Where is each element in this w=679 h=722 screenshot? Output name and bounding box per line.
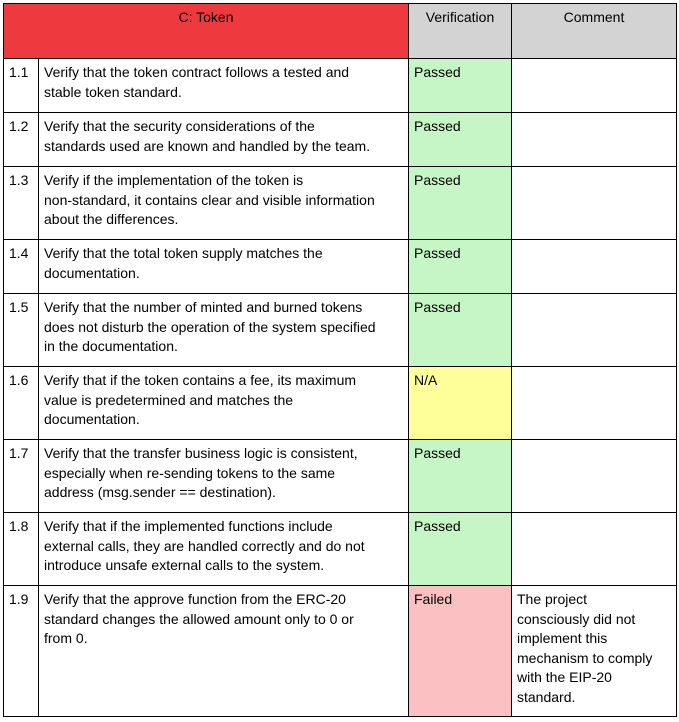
item-description	[39, 513, 409, 586]
description-line: Verify that the transfer business logic is consistent,	[44, 445, 358, 461]
description-line: from 0.	[44, 630, 88, 646]
token-checklist-table	[3, 3, 677, 717]
item-comment	[512, 113, 677, 167]
comment-line: with the EIP-20	[517, 669, 612, 685]
verification-status: N/A	[409, 367, 512, 440]
table-row	[4, 240, 677, 294]
item-number: 1.4	[4, 240, 39, 294]
item-comment	[512, 586, 677, 717]
checklist-body	[4, 59, 677, 717]
item-number: 1.5	[4, 294, 39, 367]
description-line: Verify that the approve function from the ERC-20	[44, 591, 346, 607]
item-description	[39, 59, 409, 113]
description-line: documentation.	[44, 264, 140, 281]
verification-header: Verification	[409, 4, 512, 59]
description-line: Verify that the number of minted and burned tokens	[44, 299, 363, 315]
item-description	[39, 586, 409, 717]
description-line: standard changes the allowed amount only to 0 or	[44, 610, 354, 627]
verification-status: Passed	[409, 294, 512, 367]
comment-line: implement this	[517, 630, 608, 646]
verification-status: Passed	[409, 513, 512, 586]
table-row	[4, 367, 677, 440]
description-line: about the differences.	[44, 211, 179, 227]
description-line: standards used are known and handled by the team.	[44, 137, 371, 154]
verification-status: Passed	[409, 240, 512, 294]
description-line: Verify that the total token supply matches the	[44, 245, 323, 261]
comment-header: Comment	[512, 4, 677, 59]
item-number: 1.1	[4, 59, 39, 113]
table-row	[4, 167, 677, 240]
verification-status: Passed	[409, 440, 512, 513]
item-comment	[512, 513, 677, 586]
description-line: external calls, they are handled correctly and do not	[44, 537, 365, 554]
table-row	[4, 586, 677, 717]
item-comment	[512, 240, 677, 294]
description-line: value is predetermined and matches the	[44, 391, 294, 408]
item-comment	[512, 440, 677, 513]
comment-line: mechanism to comply	[517, 649, 653, 666]
item-description	[39, 167, 409, 240]
description-line: introduce unsafe external calls to the system.	[44, 557, 325, 573]
description-line: Verify if the implementation of the token is	[44, 172, 304, 188]
description-line: non-standard, it contains clear and visible information	[44, 191, 375, 208]
verification-status: Failed	[409, 586, 512, 717]
table-row	[4, 513, 677, 586]
item-description	[39, 240, 409, 294]
item-number: 1.7	[4, 440, 39, 513]
description-line: stable token standard.	[44, 83, 182, 100]
item-number: 1.3	[4, 167, 39, 240]
item-comment	[512, 59, 677, 113]
table-row	[4, 113, 677, 167]
verification-status: Passed	[409, 167, 512, 240]
section-title: C: Token	[4, 4, 409, 59]
item-description	[39, 440, 409, 513]
item-description	[39, 294, 409, 367]
item-comment	[512, 367, 677, 440]
description-line: documentation.	[44, 411, 140, 427]
item-number: 1.2	[4, 113, 39, 167]
item-comment	[512, 167, 677, 240]
item-description	[39, 367, 409, 440]
comment-line: The project	[517, 591, 588, 607]
table-row	[4, 59, 677, 113]
header-row	[4, 4, 677, 59]
comment-line: consciously did not	[517, 610, 636, 627]
table-row	[4, 294, 677, 367]
verification-status: Passed	[409, 59, 512, 113]
description-line: address (msg.sender == destination).	[44, 484, 276, 500]
item-number: 1.8	[4, 513, 39, 586]
item-description	[39, 113, 409, 167]
description-line: Verify that the security considerations of the	[44, 118, 315, 134]
item-number: 1.9	[4, 586, 39, 717]
description-line: does not disturb the operation of the system specified	[44, 318, 376, 335]
verification-status: Passed	[409, 113, 512, 167]
comment-line: standard.	[517, 688, 576, 705]
description-line: in the documentation.	[44, 338, 178, 354]
description-line: especially when re-sending tokens to the same	[44, 464, 336, 481]
item-comment	[512, 294, 677, 367]
item-number: 1.6	[4, 367, 39, 440]
description-line: Verify that the token contract follows a tested and	[44, 64, 350, 80]
description-line: Verify that if the token contains a fee, its maximum	[44, 372, 357, 388]
description-line: Verify that if the implemented functions include	[44, 518, 333, 534]
table-row	[4, 440, 677, 513]
